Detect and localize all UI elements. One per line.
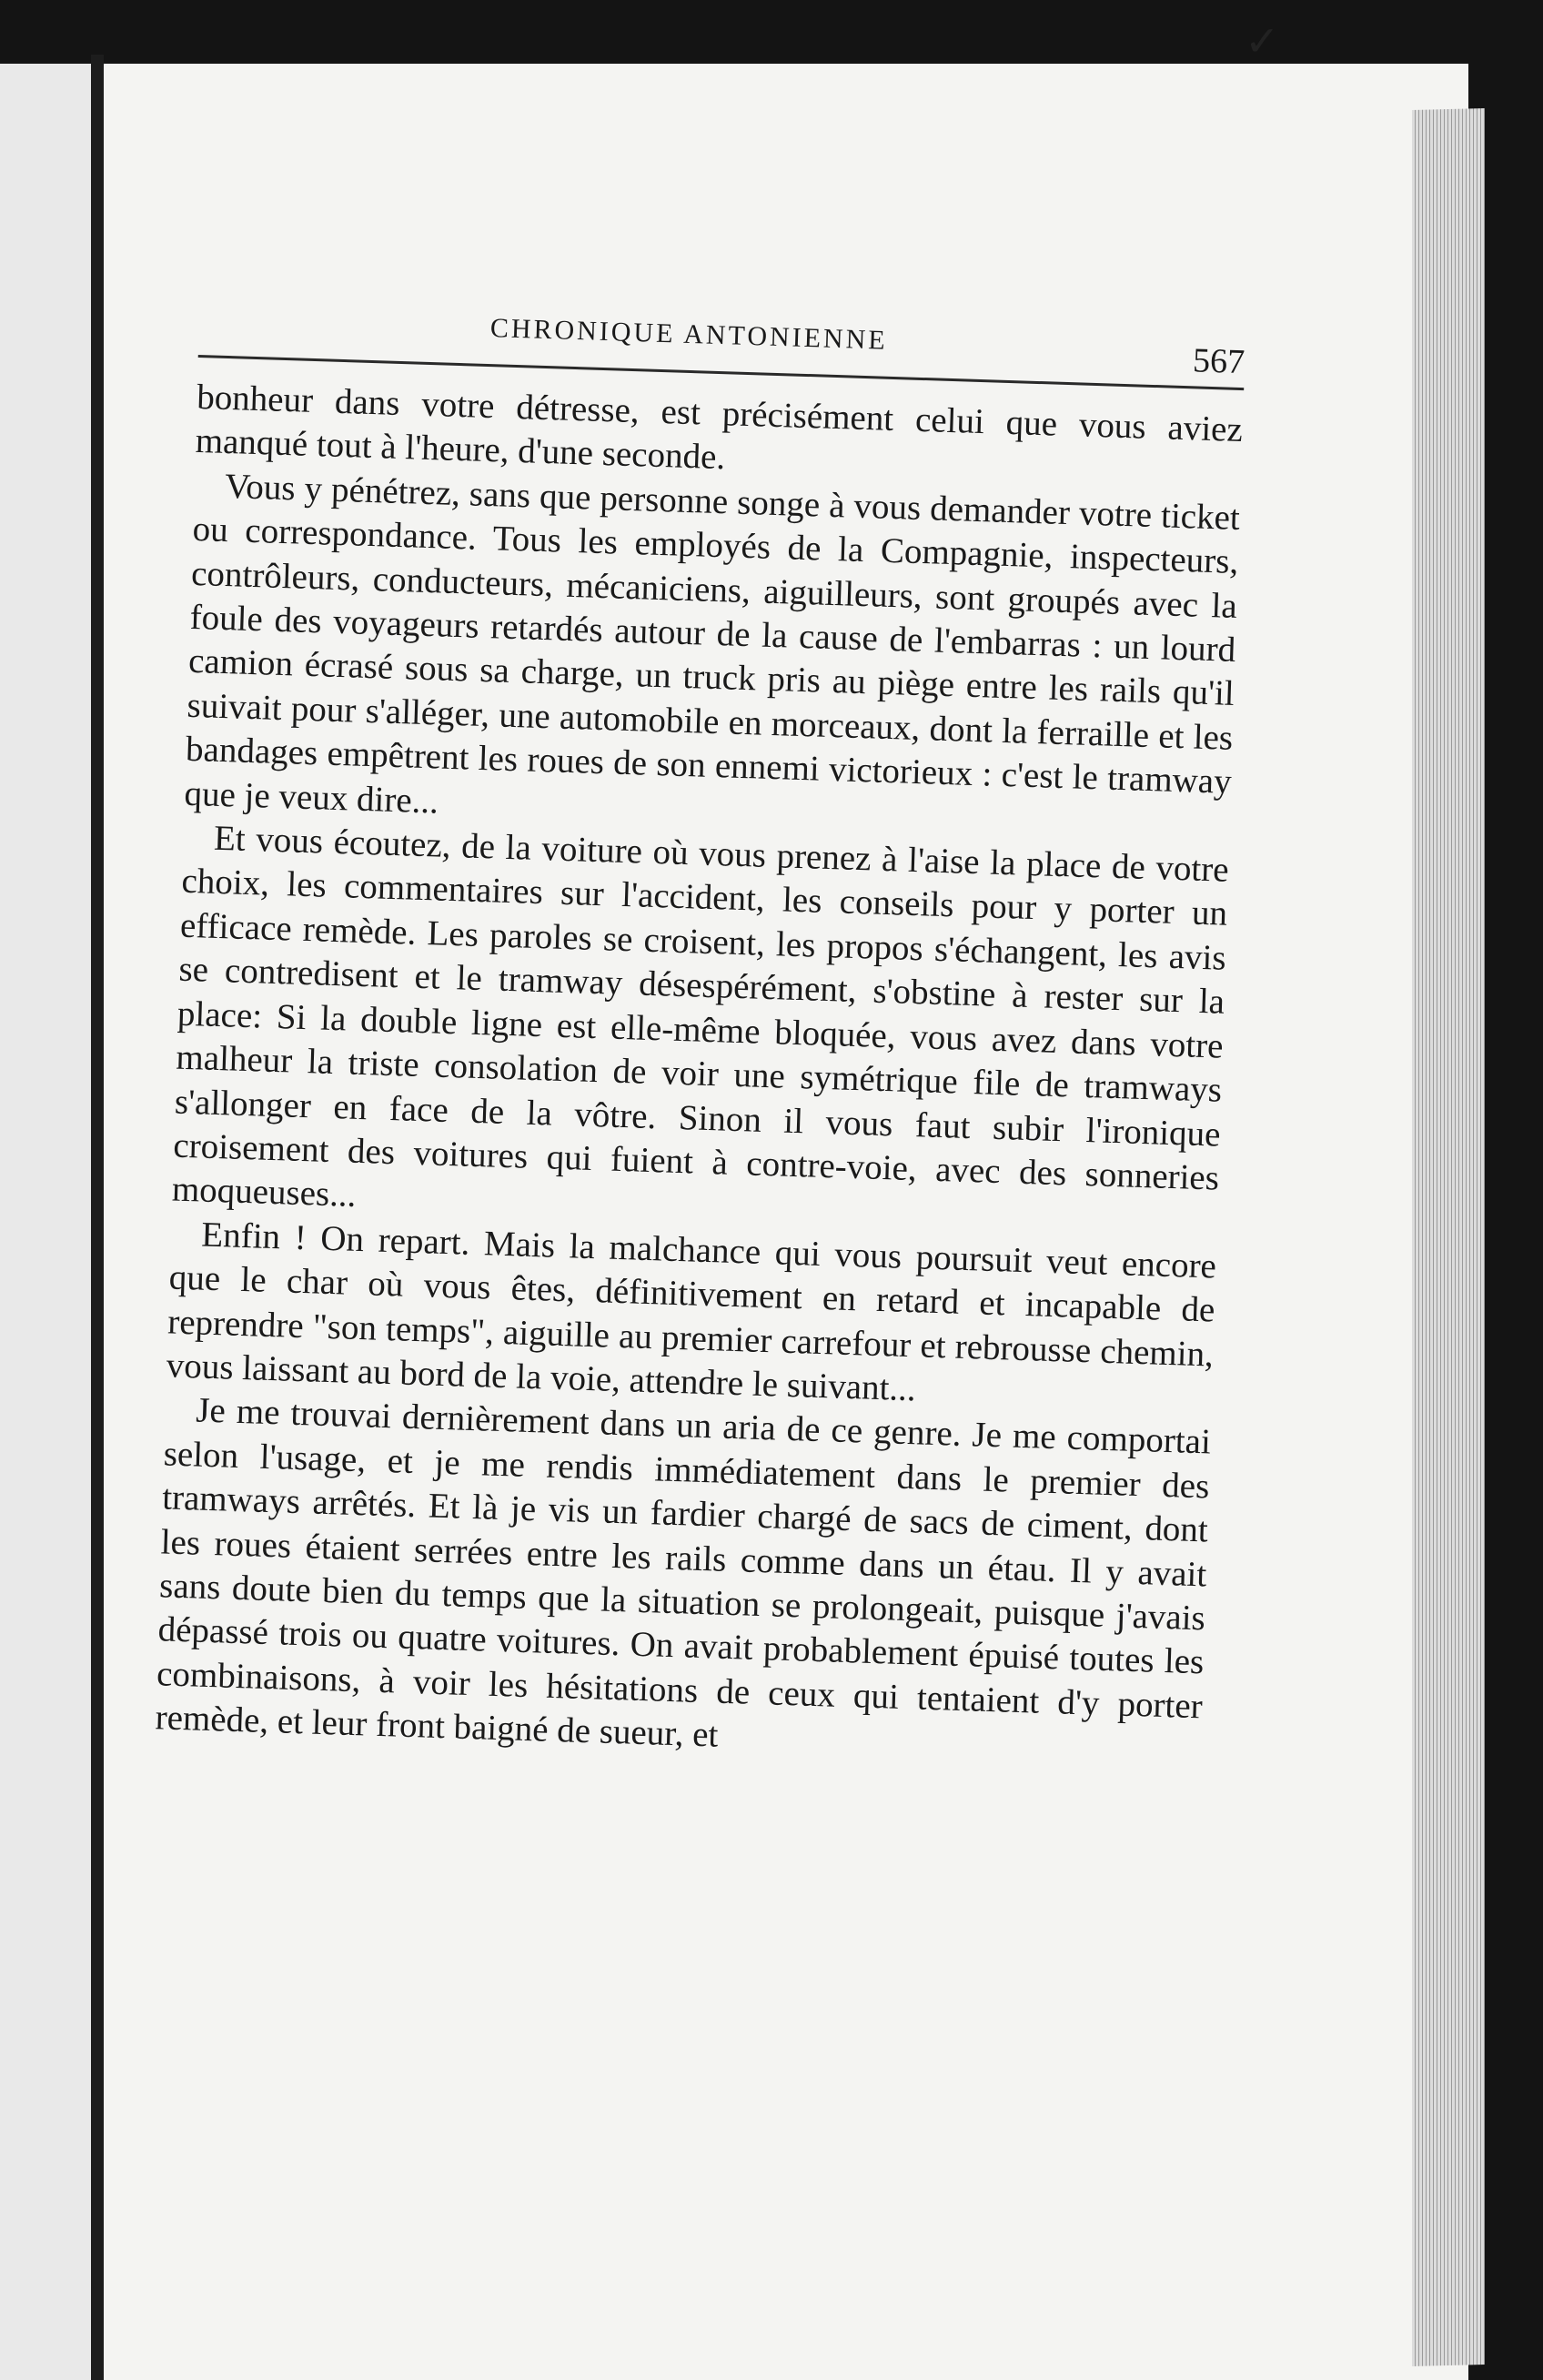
paragraph-3: Et vous écoutez, de la voiture où vous prenez à l'aise la place de votre choix, les commentaires sur l'accident, les conseils pour y porter un efficace remède. Les paroles se croisent, les propos s'échangent, les avis se contredisent et le tramway désespérément, s'obstine à rester sur la place: Si la double ligne est elle-même bloquée, vous avez dans votre malheur la triste consolation de voir une symétrique file de tramways s'allonger en face de la vôtre. Sinon il vous faut subir l'ironique croisement des voitures qui fuient à contre-voie, avec des sonneries moqueuses... <box>171 818 1230 1215</box>
page-edges <box>1412 108 1485 2366</box>
paragraph-2: Vous y pénétrez, sans que personne songe à vous demander votre ticket ou correspondance. Tous les employés de la Compagnie, inspecteurs, contrôleurs, conducteurs, mécaniciens, aiguilleurs, sont groupés avec la foule des voyageurs retardés autour de la cause de l'embarras : un lourd camion écrasé sous sa charge, un truck pris au piège entre les rails qu'il suivait pour s'alléger, une automobile en morceaux, dont la ferraille et les bandages empêtrent les roues de son ennemi victorieux : c'est le tramway que je veux dire... <box>183 466 1241 822</box>
page-number: 567 <box>1192 341 1245 382</box>
body-text <box>155 376 1244 1773</box>
book-gutter <box>91 55 104 2380</box>
check-mark-icon: ✓ <box>1245 16 1280 66</box>
page-content <box>155 291 1245 1773</box>
running-head-title: CHRONIQUE ANTONIENNE <box>489 313 889 356</box>
paragraph-5: Je me trouvai dernièrement dans un aria de ce genre. Je me comportai selon l'usage, et je me rendis immédiatement dans le premier des tramways arrêtés. Et là je vis un fardier chargé de sacs de ciment, dont les roues étaient serrées entre les rails comme dans un étau. Il y avait sans doute bien du temps que la situation se prolongeait, puisque j'avais dépassé trois ou quatre voitures. On avait probablement épuisé toutes les combinaisons, à voir les hésitations de ceux qui tentaient d'y porter remède, et leur front baigné de sueur, et <box>155 1390 1212 1755</box>
paragraph-4: Enfin ! On repart. Mais la malchance qui vous poursuit veut encore que le char où vous êtes, définitivement en retard et incapable de reprendre "son temps", aiguille au premier carrefour et rebrousse chemin, vous laissant au bord de la voie, attendre le suivant... <box>166 1215 1217 1409</box>
paragraph-1: bonheur dans votre détresse, est précisément celui que vous aviez manqué tout à l'heure, d'une seconde. <box>195 377 1244 478</box>
facing-page-edge <box>0 64 91 2380</box>
